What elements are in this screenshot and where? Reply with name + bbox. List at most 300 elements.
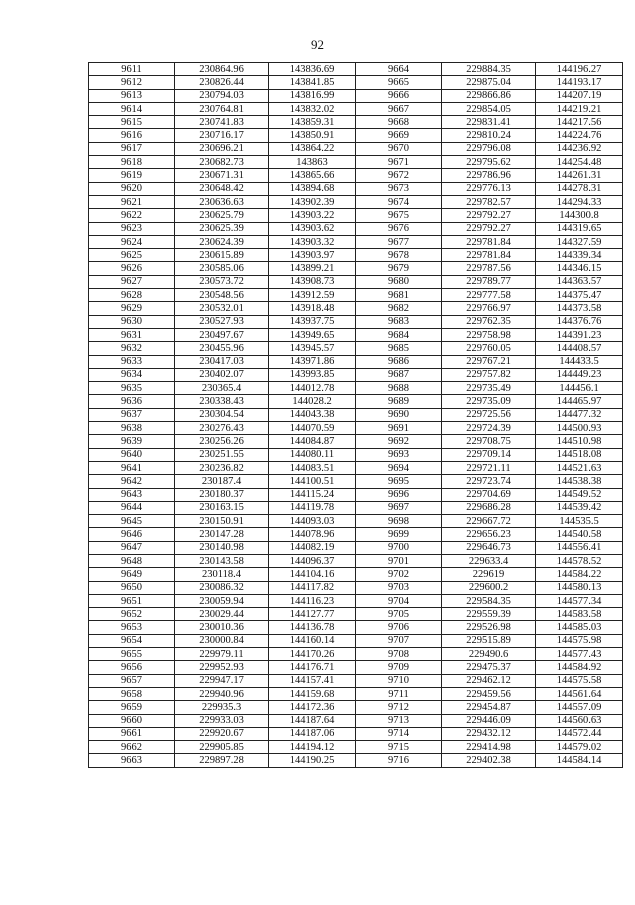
point-id-cell: 9669: [356, 129, 442, 142]
y-coordinate-cell: 143850.91: [269, 129, 356, 142]
x-coordinate-cell: 230140.98: [175, 541, 269, 554]
table-row: [89, 621, 623, 634]
point-id-cell: 9709: [356, 661, 442, 674]
point-id-cell: 9626: [89, 262, 175, 275]
point-id-cell: 9703: [356, 581, 442, 594]
y-coordinate-cell: 144207.19: [536, 89, 623, 102]
y-coordinate-cell: 143908.73: [269, 275, 356, 288]
y-coordinate-cell: 144557.09: [536, 701, 623, 714]
x-coordinate-cell: 229633.4: [442, 554, 536, 567]
x-coordinate-cell: 230402.07: [175, 368, 269, 381]
y-coordinate-cell: 144556.41: [536, 541, 623, 554]
point-id-cell: 9686: [356, 355, 442, 368]
y-coordinate-cell: 144176.71: [269, 661, 356, 674]
y-coordinate-cell: 144500.93: [536, 422, 623, 435]
page-number: 92: [311, 37, 324, 52]
point-id-cell: 9618: [89, 156, 175, 169]
y-coordinate-cell: 144172.36: [269, 701, 356, 714]
table-row: [89, 435, 623, 448]
point-id-cell: 9697: [356, 501, 442, 514]
x-coordinate-cell: 229725.56: [442, 408, 536, 421]
point-id-cell: 9682: [356, 302, 442, 315]
x-coordinate-cell: 229475.37: [442, 661, 536, 674]
point-id-cell: 9625: [89, 249, 175, 262]
point-id-cell: 9692: [356, 435, 442, 448]
point-id-cell: 9614: [89, 102, 175, 115]
point-id-cell: 9654: [89, 634, 175, 647]
table-row: [89, 408, 623, 421]
x-coordinate-cell: 229721.11: [442, 461, 536, 474]
point-id-cell: 9642: [89, 475, 175, 488]
x-coordinate-cell: 229796.08: [442, 142, 536, 155]
y-coordinate-cell: 143832.02: [269, 102, 356, 115]
table-row: [89, 608, 623, 621]
y-coordinate-cell: 144579.02: [536, 741, 623, 754]
point-id-cell: 9711: [356, 687, 442, 700]
y-coordinate-cell: 144119.78: [269, 501, 356, 514]
point-id-cell: 9653: [89, 621, 175, 634]
x-coordinate-cell: 230648.42: [175, 182, 269, 195]
table-row: [89, 63, 623, 76]
point-id-cell: 9645: [89, 515, 175, 528]
table-row: [89, 581, 623, 594]
y-coordinate-cell: 144190.25: [269, 754, 356, 767]
x-coordinate-cell: 230636.63: [175, 195, 269, 208]
table-row: [89, 528, 623, 541]
table-row: [89, 302, 623, 315]
point-id-cell: 9650: [89, 581, 175, 594]
x-coordinate-cell: 229781.84: [442, 249, 536, 262]
y-coordinate-cell: 144584.14: [536, 754, 623, 767]
point-id-cell: 9613: [89, 89, 175, 102]
x-coordinate-cell: 229854.05: [442, 102, 536, 115]
x-coordinate-cell: 230615.89: [175, 249, 269, 262]
point-id-cell: 9712: [356, 701, 442, 714]
point-id-cell: 9636: [89, 395, 175, 408]
y-coordinate-cell: 144585.03: [536, 621, 623, 634]
table-row: [89, 382, 623, 395]
table-row: [89, 275, 623, 288]
point-id-cell: 9672: [356, 169, 442, 182]
y-coordinate-cell: 144070.59: [269, 422, 356, 435]
y-coordinate-cell: 143894.68: [269, 182, 356, 195]
point-id-cell: 9688: [356, 382, 442, 395]
x-coordinate-cell: 229686.28: [442, 501, 536, 514]
y-coordinate-cell: 144373.58: [536, 302, 623, 315]
point-id-cell: 9664: [356, 63, 442, 76]
y-coordinate-cell: 143903.97: [269, 249, 356, 262]
point-id-cell: 9687: [356, 368, 442, 381]
point-id-cell: 9702: [356, 568, 442, 581]
point-id-cell: 9637: [89, 408, 175, 421]
x-coordinate-cell: 229786.96: [442, 169, 536, 182]
x-coordinate-cell: 229979.11: [175, 648, 269, 661]
table-row: [89, 368, 623, 381]
x-coordinate-cell: 229584.35: [442, 594, 536, 607]
y-coordinate-cell: 144577.34: [536, 594, 623, 607]
table-row: [89, 102, 623, 115]
point-id-cell: 9668: [356, 116, 442, 129]
y-coordinate-cell: 144278.31: [536, 182, 623, 195]
x-coordinate-cell: 229762.35: [442, 315, 536, 328]
point-id-cell: 9700: [356, 541, 442, 554]
table-row: [89, 488, 623, 501]
y-coordinate-cell: 144575.58: [536, 674, 623, 687]
y-coordinate-cell: 144170.26: [269, 648, 356, 661]
x-coordinate-cell: 229758.98: [442, 328, 536, 341]
y-coordinate-cell: 144193.17: [536, 76, 623, 89]
point-id-cell: 9643: [89, 488, 175, 501]
x-coordinate-cell: 229646.73: [442, 541, 536, 554]
table-row: [89, 76, 623, 89]
x-coordinate-cell: 230029.44: [175, 608, 269, 621]
x-coordinate-cell: 229708.75: [442, 435, 536, 448]
point-id-cell: 9704: [356, 594, 442, 607]
x-coordinate-cell: 230625.79: [175, 209, 269, 222]
y-coordinate-cell: 144136.78: [269, 621, 356, 634]
x-coordinate-cell: 229777.58: [442, 289, 536, 302]
x-coordinate-cell: 230455.96: [175, 342, 269, 355]
x-coordinate-cell: 229920.67: [175, 727, 269, 740]
point-id-cell: 9714: [356, 727, 442, 740]
table-row: [89, 554, 623, 567]
y-coordinate-cell: 144346.15: [536, 262, 623, 275]
y-coordinate-cell: 144294.33: [536, 195, 623, 208]
x-coordinate-cell: 230276.43: [175, 422, 269, 435]
point-id-cell: 9648: [89, 554, 175, 567]
point-id-cell: 9621: [89, 195, 175, 208]
y-coordinate-cell: 144521.63: [536, 461, 623, 474]
point-id-cell: 9691: [356, 422, 442, 435]
point-id-cell: 9681: [356, 289, 442, 302]
x-coordinate-cell: 230256.26: [175, 435, 269, 448]
point-id-cell: 9715: [356, 741, 442, 754]
y-coordinate-cell: 143918.48: [269, 302, 356, 315]
point-id-cell: 9633: [89, 355, 175, 368]
x-coordinate-cell: 230682.73: [175, 156, 269, 169]
x-coordinate-cell: 229933.03: [175, 714, 269, 727]
y-coordinate-cell: 144083.51: [269, 461, 356, 474]
table-row: [89, 568, 623, 581]
y-coordinate-cell: 144080.11: [269, 448, 356, 461]
x-coordinate-cell: 230625.39: [175, 222, 269, 235]
y-coordinate-cell: 143863: [269, 156, 356, 169]
y-coordinate-cell: 144539.42: [536, 501, 623, 514]
y-coordinate-cell: 144580.13: [536, 581, 623, 594]
table-row: [89, 142, 623, 155]
y-coordinate-cell: 143865.66: [269, 169, 356, 182]
y-coordinate-cell: 143993.85: [269, 368, 356, 381]
x-coordinate-cell: 230059.94: [175, 594, 269, 607]
x-coordinate-cell: 229526.98: [442, 621, 536, 634]
y-coordinate-cell: 143816.99: [269, 89, 356, 102]
table-row: [89, 235, 623, 248]
x-coordinate-cell: 229947.17: [175, 674, 269, 687]
x-coordinate-cell: 230548.56: [175, 289, 269, 302]
y-coordinate-cell: 144572.44: [536, 727, 623, 740]
point-id-cell: 9646: [89, 528, 175, 541]
table-row: [89, 209, 623, 222]
point-id-cell: 9673: [356, 182, 442, 195]
coordinates-table: [88, 62, 623, 768]
table-row: [89, 634, 623, 647]
x-coordinate-cell: 229515.89: [442, 634, 536, 647]
x-coordinate-cell: 229724.39: [442, 422, 536, 435]
point-id-cell: 9656: [89, 661, 175, 674]
y-coordinate-cell: 144159.68: [269, 687, 356, 700]
point-id-cell: 9698: [356, 515, 442, 528]
x-coordinate-cell: 229735.09: [442, 395, 536, 408]
table-row: [89, 661, 623, 674]
x-coordinate-cell: 229810.24: [442, 129, 536, 142]
point-id-cell: 9663: [89, 754, 175, 767]
y-coordinate-cell: 144236.92: [536, 142, 623, 155]
y-coordinate-cell: 144391.23: [536, 328, 623, 341]
x-coordinate-cell: 230794.03: [175, 89, 269, 102]
x-coordinate-cell: 230000.84: [175, 634, 269, 647]
x-coordinate-cell: 230585.06: [175, 262, 269, 275]
y-coordinate-cell: 144187.64: [269, 714, 356, 727]
x-coordinate-cell: 230163.15: [175, 501, 269, 514]
x-coordinate-cell: 229704.69: [442, 488, 536, 501]
y-coordinate-cell: 143899.21: [269, 262, 356, 275]
y-coordinate-cell: 143902.39: [269, 195, 356, 208]
x-coordinate-cell: 229935.3: [175, 701, 269, 714]
point-id-cell: 9649: [89, 568, 175, 581]
y-coordinate-cell: 144535.5: [536, 515, 623, 528]
x-coordinate-cell: 230187.4: [175, 475, 269, 488]
point-id-cell: 9676: [356, 222, 442, 235]
point-id-cell: 9660: [89, 714, 175, 727]
x-coordinate-cell: 230365.4: [175, 382, 269, 395]
table-row: [89, 169, 623, 182]
point-id-cell: 9675: [356, 209, 442, 222]
y-coordinate-cell: 144194.12: [269, 741, 356, 754]
x-coordinate-cell: 229402.38: [442, 754, 536, 767]
table-row: [89, 422, 623, 435]
point-id-cell: 9662: [89, 741, 175, 754]
table-row: [89, 129, 623, 142]
point-id-cell: 9707: [356, 634, 442, 647]
y-coordinate-cell: 144578.52: [536, 554, 623, 567]
table-row: [89, 674, 623, 687]
table-row: [89, 315, 623, 328]
y-coordinate-cell: 144084.87: [269, 435, 356, 448]
table-row: [89, 448, 623, 461]
y-coordinate-cell: 143864.22: [269, 142, 356, 155]
y-coordinate-cell: 144127.77: [269, 608, 356, 621]
x-coordinate-cell: 230764.81: [175, 102, 269, 115]
table-row: [89, 475, 623, 488]
y-coordinate-cell: 144363.57: [536, 275, 623, 288]
point-id-cell: 9678: [356, 249, 442, 262]
point-id-cell: 9695: [356, 475, 442, 488]
x-coordinate-cell: 229490.6: [442, 648, 536, 661]
x-coordinate-cell: 230143.58: [175, 554, 269, 567]
y-coordinate-cell: 144254.48: [536, 156, 623, 169]
point-id-cell: 9620: [89, 182, 175, 195]
y-coordinate-cell: 144028.2: [269, 395, 356, 408]
y-coordinate-cell: 143903.22: [269, 209, 356, 222]
y-coordinate-cell: 144538.38: [536, 475, 623, 488]
table-row: [89, 741, 623, 754]
point-id-cell: 9635: [89, 382, 175, 395]
x-coordinate-cell: 229767.21: [442, 355, 536, 368]
table-row: [89, 461, 623, 474]
y-coordinate-cell: 144510.98: [536, 435, 623, 448]
x-coordinate-cell: 229789.77: [442, 275, 536, 288]
y-coordinate-cell: 144217.56: [536, 116, 623, 129]
y-coordinate-cell: 144043.38: [269, 408, 356, 421]
y-coordinate-cell: 144104.16: [269, 568, 356, 581]
y-coordinate-cell: 144575.98: [536, 634, 623, 647]
y-coordinate-cell: 144261.31: [536, 169, 623, 182]
point-id-cell: 9644: [89, 501, 175, 514]
y-coordinate-cell: 144224.76: [536, 129, 623, 142]
y-coordinate-cell: 144093.03: [269, 515, 356, 528]
y-coordinate-cell: 144456.1: [536, 382, 623, 395]
point-id-cell: 9615: [89, 116, 175, 129]
y-coordinate-cell: 144584.22: [536, 568, 623, 581]
point-id-cell: 9624: [89, 235, 175, 248]
table-row: [89, 328, 623, 341]
point-id-cell: 9616: [89, 129, 175, 142]
x-coordinate-cell: 230010.36: [175, 621, 269, 634]
y-coordinate-cell: 144584.92: [536, 661, 623, 674]
point-id-cell: 9641: [89, 461, 175, 474]
point-id-cell: 9632: [89, 342, 175, 355]
x-coordinate-cell: 229760.05: [442, 342, 536, 355]
x-coordinate-cell: 230086.32: [175, 581, 269, 594]
point-id-cell: 9661: [89, 727, 175, 740]
point-id-cell: 9647: [89, 541, 175, 554]
table-row: [89, 687, 623, 700]
y-coordinate-cell: 144540.58: [536, 528, 623, 541]
x-coordinate-cell: 230696.21: [175, 142, 269, 155]
point-id-cell: 9628: [89, 289, 175, 302]
x-coordinate-cell: 229709.14: [442, 448, 536, 461]
y-coordinate-cell: 144376.76: [536, 315, 623, 328]
table-row: [89, 395, 623, 408]
point-id-cell: 9670: [356, 142, 442, 155]
x-coordinate-cell: 229559.39: [442, 608, 536, 621]
x-coordinate-cell: 229884.35: [442, 63, 536, 76]
y-coordinate-cell: 144408.57: [536, 342, 623, 355]
x-coordinate-cell: 229875.04: [442, 76, 536, 89]
y-coordinate-cell: 143912.59: [269, 289, 356, 302]
x-coordinate-cell: 229792.27: [442, 222, 536, 235]
x-coordinate-cell: 230741.83: [175, 116, 269, 129]
x-coordinate-cell: 230532.01: [175, 302, 269, 315]
y-coordinate-cell: 143949.65: [269, 328, 356, 341]
x-coordinate-cell: 230180.37: [175, 488, 269, 501]
x-coordinate-cell: 229787.56: [442, 262, 536, 275]
x-coordinate-cell: 230864.96: [175, 63, 269, 76]
point-id-cell: 9617: [89, 142, 175, 155]
y-coordinate-cell: 143971.86: [269, 355, 356, 368]
x-coordinate-cell: 230716.17: [175, 129, 269, 142]
x-coordinate-cell: 229459.56: [442, 687, 536, 700]
table-row: [89, 515, 623, 528]
point-id-cell: 9690: [356, 408, 442, 421]
y-coordinate-cell: 144560.63: [536, 714, 623, 727]
x-coordinate-cell: 229776.13: [442, 182, 536, 195]
y-coordinate-cell: 143945.57: [269, 342, 356, 355]
table-row: [89, 355, 623, 368]
x-coordinate-cell: 230251.55: [175, 448, 269, 461]
point-id-cell: 9693: [356, 448, 442, 461]
x-coordinate-cell: 229905.85: [175, 741, 269, 754]
y-coordinate-cell: 143903.62: [269, 222, 356, 235]
y-coordinate-cell: 144082.19: [269, 541, 356, 554]
table-row: [89, 594, 623, 607]
point-id-cell: 9627: [89, 275, 175, 288]
x-coordinate-cell: 230573.72: [175, 275, 269, 288]
point-id-cell: 9701: [356, 554, 442, 567]
point-id-cell: 9684: [356, 328, 442, 341]
y-coordinate-cell: 144300.8: [536, 209, 623, 222]
point-id-cell: 9623: [89, 222, 175, 235]
y-coordinate-cell: 144583.58: [536, 608, 623, 621]
x-coordinate-cell: 229600.2: [442, 581, 536, 594]
y-coordinate-cell: 144157.41: [269, 674, 356, 687]
table-row: [89, 89, 623, 102]
table-row: [89, 249, 623, 262]
y-coordinate-cell: 144196.27: [536, 63, 623, 76]
x-coordinate-cell: 230671.31: [175, 169, 269, 182]
x-coordinate-cell: 229723.74: [442, 475, 536, 488]
point-id-cell: 9631: [89, 328, 175, 341]
point-id-cell: 9655: [89, 648, 175, 661]
table-row: [89, 727, 623, 740]
point-id-cell: 9640: [89, 448, 175, 461]
x-coordinate-cell: 230118.4: [175, 568, 269, 581]
table-row: [89, 262, 623, 275]
y-coordinate-cell: 144477.32: [536, 408, 623, 421]
point-id-cell: 9619: [89, 169, 175, 182]
point-id-cell: 9705: [356, 608, 442, 621]
x-coordinate-cell: 229432.12: [442, 727, 536, 740]
x-coordinate-cell: 230150.91: [175, 515, 269, 528]
x-coordinate-cell: 230417.03: [175, 355, 269, 368]
table-row: [89, 648, 623, 661]
point-id-cell: 9677: [356, 235, 442, 248]
point-id-cell: 9651: [89, 594, 175, 607]
x-coordinate-cell: 229795.62: [442, 156, 536, 169]
point-id-cell: 9652: [89, 608, 175, 621]
x-coordinate-cell: 230236.82: [175, 461, 269, 474]
point-id-cell: 9716: [356, 754, 442, 767]
y-coordinate-cell: 144319.65: [536, 222, 623, 235]
y-coordinate-cell: 144160.14: [269, 634, 356, 647]
y-coordinate-cell: 144096.37: [269, 554, 356, 567]
coordinates-table-body: [89, 63, 623, 768]
x-coordinate-cell: 229940.96: [175, 687, 269, 700]
point-id-cell: 9639: [89, 435, 175, 448]
x-coordinate-cell: 229782.57: [442, 195, 536, 208]
y-coordinate-cell: 144012.78: [269, 382, 356, 395]
point-id-cell: 9622: [89, 209, 175, 222]
point-id-cell: 9630: [89, 315, 175, 328]
point-id-cell: 9611: [89, 63, 175, 76]
x-coordinate-cell: 229414.98: [442, 741, 536, 754]
x-coordinate-cell: 229792.27: [442, 209, 536, 222]
x-coordinate-cell: 230826.44: [175, 76, 269, 89]
table-row: [89, 701, 623, 714]
x-coordinate-cell: 229897.28: [175, 754, 269, 767]
x-coordinate-cell: 229619: [442, 568, 536, 581]
point-id-cell: 9667: [356, 102, 442, 115]
